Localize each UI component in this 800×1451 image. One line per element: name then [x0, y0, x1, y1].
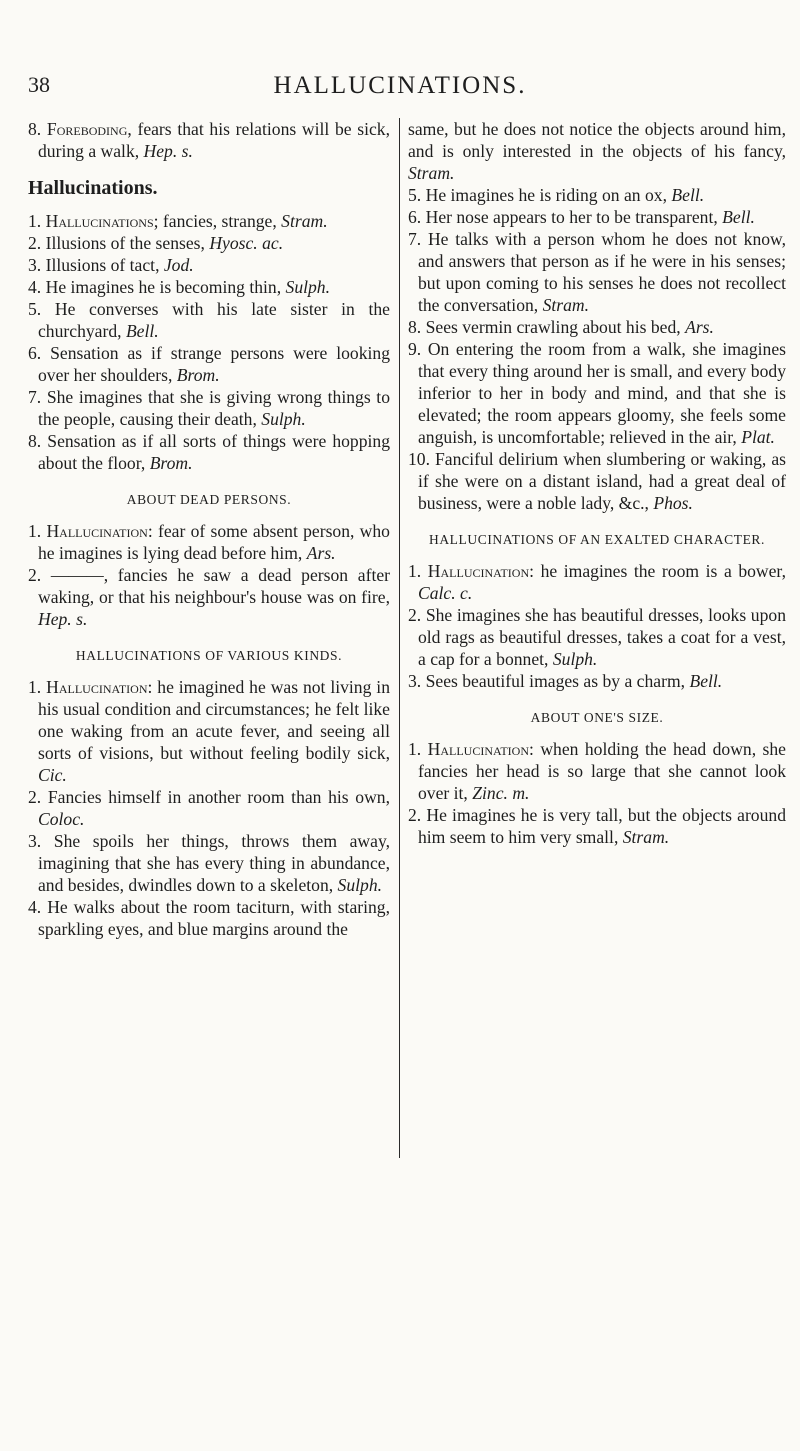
entry-number: 2.	[408, 605, 422, 625]
right-column	[408, 118, 786, 848]
entry-remedy: Calc. c.	[418, 583, 473, 603]
entry-keyword: Hallucination:	[46, 677, 153, 697]
entry-number: 2.	[28, 565, 42, 585]
list-item	[408, 738, 786, 804]
list-item	[28, 896, 390, 940]
entry-number: 1.	[408, 739, 422, 759]
list-item	[28, 564, 390, 630]
list-item	[28, 430, 390, 474]
entry-text: fears that his relations will be sick, during a walk,	[38, 119, 390, 161]
entry-remedy: Stram.	[542, 295, 590, 315]
entry-foreboding	[28, 118, 390, 162]
entry-text: She imagines she has beautiful dresses, looks upon old rags as beautiful dresses, takes a coat for a vest, a cap for a bonnet,	[418, 605, 786, 669]
list-item	[28, 342, 390, 386]
entry-text: Illusions of the senses,	[45, 233, 205, 253]
entry-remedy: Ars.	[306, 543, 336, 563]
entry-text: He imagines he is becoming thin,	[45, 277, 282, 297]
entry-text: Sees vermin crawling about his bed,	[425, 317, 681, 337]
entry-number: 8.	[28, 119, 42, 139]
list-item	[28, 676, 390, 786]
entry-text: He walks about the room taciturn, with staring, sparkling eyes, and blue margins around the	[38, 897, 390, 939]
entry-number: 6.	[408, 207, 422, 227]
list-item	[28, 276, 390, 298]
entry-number: 5.	[408, 185, 422, 205]
entry-text: He imagines he is very tall, but the objects around him seem to him very small,	[418, 805, 786, 847]
list-item	[28, 786, 390, 830]
list-item	[408, 560, 786, 604]
entry-remedy: Ars.	[685, 317, 714, 337]
entry-text: Sensation as if strange persons were looking over her shoulders,	[38, 343, 390, 385]
entry-number: 7.	[28, 387, 42, 407]
entry-text: He converses with his late sister in the churchyard,	[38, 299, 390, 341]
subheading-dead-persons: ABOUT DEAD PERSONS.	[126, 492, 292, 507]
entry-text: Fanciful delirium when slumbering or waking, as if she were on a distant island, had a great deal of business, were a noble lady, &c.,	[418, 449, 786, 513]
entry-text: Sensation as if all sorts of things were hopping about the floor,	[38, 431, 390, 473]
list-item	[408, 316, 786, 338]
entry-keyword: Hallucination:	[46, 521, 153, 541]
list-item	[408, 184, 786, 206]
list-item	[28, 254, 390, 276]
list-item	[408, 228, 786, 316]
entry-text: Illusions of tact,	[45, 255, 160, 275]
subheading-ones-size: ABOUT ONE'S SIZE.	[530, 710, 664, 725]
entry-number: 1.	[408, 561, 422, 581]
list-item	[28, 386, 390, 430]
entry-remedy: Stram.	[408, 163, 455, 183]
entry-text: fancies, strange,	[158, 211, 277, 231]
entry-number: 2.	[408, 805, 422, 825]
entry-number: 1.	[28, 211, 42, 231]
entry-number: 7.	[408, 229, 422, 249]
list-item	[408, 206, 786, 228]
list-item	[408, 670, 786, 692]
entry-remedy: Bell.	[125, 321, 159, 341]
entry-continuation	[408, 118, 786, 184]
subheading-various-kinds: HALLUCINATIONS OF VARIOUS KINDS.	[75, 648, 343, 663]
entry-text: He talks with a person whom he does not know, and answers that person as if he were in his senses; but upon coming to his senses he does not recollect the conversation,	[418, 229, 787, 315]
list-item	[408, 448, 786, 514]
entry-text: he imagines the room is a bower,	[534, 561, 786, 581]
list-item	[28, 232, 390, 254]
entry-text: he imagined he was not living in his usual condition and circumstances; he felt like one waking from an acute fever, and seeing all sorts of visions, but without feeling bodily sick,	[38, 677, 390, 763]
entry-remedy: Hep. s.	[143, 141, 193, 161]
entries-hallucinations	[28, 210, 390, 474]
entry-number: 3.	[28, 255, 42, 275]
list-item	[28, 830, 390, 896]
entry-remedy: Bell.	[671, 185, 705, 205]
entry-remedy: Coloc.	[38, 809, 85, 829]
entry-remedy: Zinc. m.	[472, 783, 530, 803]
list-item	[408, 804, 786, 848]
entry-remedy: Plat.	[741, 427, 775, 447]
entry-text: fear of some absent person, who he imagines is lying dead before him,	[38, 521, 390, 563]
entry-number: 3.	[28, 831, 42, 851]
entry-number: 2.	[28, 787, 42, 807]
running-title: HALLUCINATIONS.	[273, 72, 527, 99]
page-number: 38	[28, 72, 50, 97]
entry-keyword: Hallucination:	[427, 561, 535, 581]
entry-number: 1.	[28, 677, 42, 697]
entry-text: On entering the room from a walk, she imagines that every thing around her is small, and every body inferior to her in body and mind, and that she is elevated; the room appears gloomy, she feels some anguish, is uncomfortable; relieved in the air,	[418, 339, 786, 447]
entry-remedy: Sulph.	[261, 409, 306, 429]
entry-remedy: Stram.	[281, 211, 328, 231]
entry-number: 3.	[408, 671, 422, 691]
entry-number: 9.	[408, 339, 422, 359]
entry-keyword: Hallucination:	[427, 739, 534, 759]
entry-remedy: Jod.	[163, 255, 194, 275]
entry-number: 2.	[28, 233, 42, 253]
entry-number: 1.	[28, 521, 42, 541]
entry-text: Sees beautiful images as by a charm,	[425, 671, 686, 691]
section-heading: Hallucinations.	[28, 177, 158, 199]
entry-text: Fancies himself in another room than his own,	[47, 787, 390, 807]
entry-remedy: Sulph.	[337, 875, 383, 895]
page-header	[28, 72, 772, 104]
entry-text: same, but he does not notice the objects around him, and is only interested in the objects of his fancy,	[408, 119, 786, 161]
entry-number: 8.	[28, 431, 42, 451]
entry-remedy: Bell.	[689, 671, 723, 691]
column-divider	[399, 118, 400, 1158]
entry-remedy: Cic.	[38, 765, 67, 785]
entry-text: Her nose appears to her to be transparent,	[425, 207, 718, 227]
entry-number: 5.	[28, 299, 42, 319]
entry-remedy: Sulph.	[552, 649, 598, 669]
entry-number: 4.	[28, 897, 42, 917]
entry-number: 8.	[408, 317, 422, 337]
left-column	[28, 118, 390, 940]
list-item	[28, 210, 390, 232]
entry-text: She spoils her things, throws them away, imagining that she has every thing in abundance, and besides, dwindles down to a skeleton,	[38, 831, 390, 895]
entry-remedy: Hep. s.	[38, 609, 88, 629]
list-item	[28, 520, 390, 564]
entry-remedy: Bell.	[722, 207, 755, 227]
entry-text: She imagines that she is giving wrong things to the people, causing their death,	[38, 387, 390, 429]
entry-keyword: Hallucinations;	[45, 211, 159, 231]
entry-text: He imagines he is riding on an ox,	[425, 185, 667, 205]
list-item	[28, 298, 390, 342]
list-item	[408, 338, 786, 448]
entry-remedy: Hyosc. ac.	[209, 233, 284, 253]
entry-remedy: Brom.	[176, 365, 220, 385]
entry-remedy: Phos.	[653, 493, 693, 513]
entry-number: 4.	[28, 277, 42, 297]
entry-remedy: Brom.	[149, 453, 193, 473]
list-item	[408, 604, 786, 670]
entry-keyword: Foreboding,	[46, 119, 132, 139]
entry-number: 10.	[408, 449, 430, 469]
subheading-exalted-character: HALLUCINATIONS OF AN EXALTED CHARACTER.	[428, 532, 766, 547]
entry-remedy: Stram.	[622, 827, 670, 847]
entry-remedy: Sulph.	[285, 277, 331, 297]
entry-number: 6.	[28, 343, 42, 363]
entry-text: ———, fancies he saw a dead person after waking, or that his neighbour's house was on fire,	[38, 565, 390, 607]
entry-text: when holding the head down, she fancies her head is so large that she cannot look over it,	[418, 739, 786, 803]
